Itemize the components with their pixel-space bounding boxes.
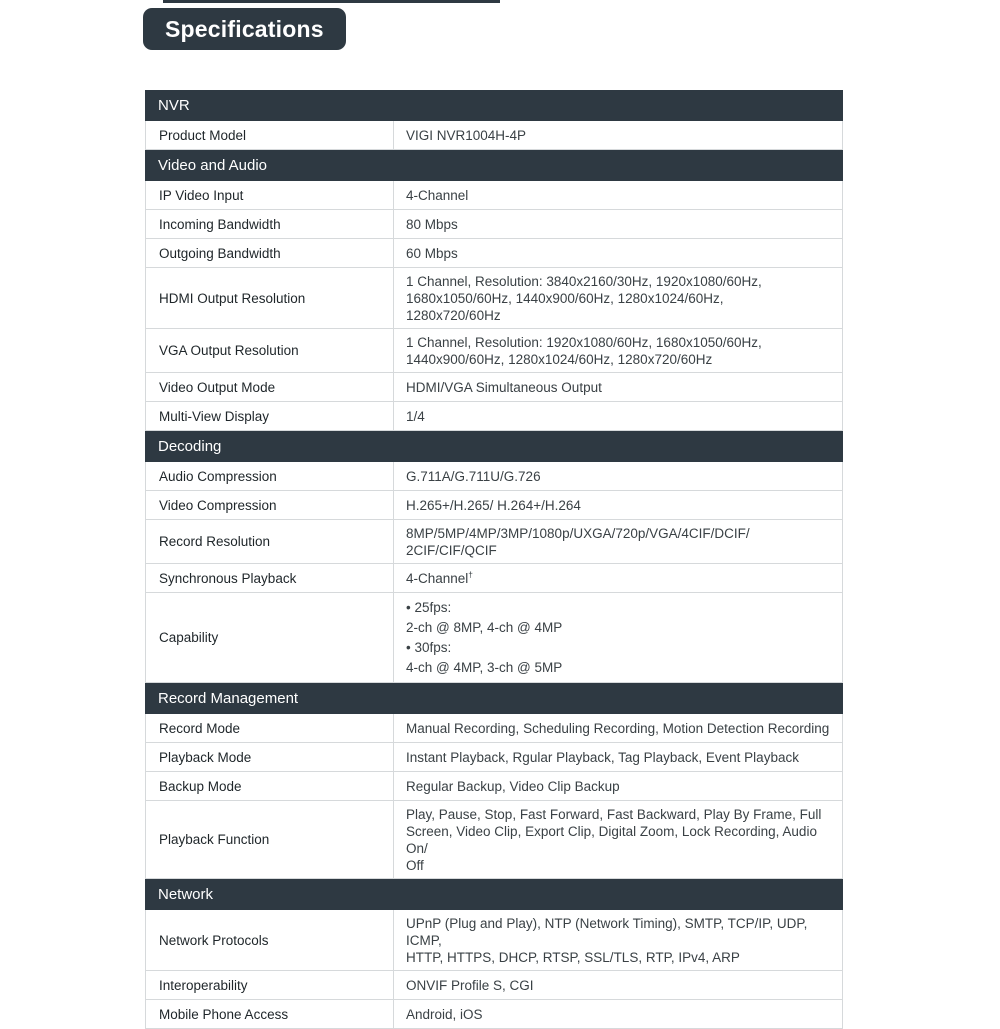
spec-value	[394, 801, 842, 878]
spec-value	[394, 593, 842, 682]
spec-label: Audio Compression	[146, 462, 394, 490]
spec-value	[394, 491, 842, 519]
spec-value	[394, 239, 842, 267]
spec-value	[394, 210, 842, 238]
spec-value-line: Instant Playback, Rgular Playback, Tag Playback, Event Playback	[406, 749, 799, 765]
table-row	[145, 910, 843, 971]
spec-label: Multi-View Display	[146, 402, 394, 430]
section-header-record-management: Record Management	[145, 683, 843, 714]
spec-value-line	[406, 570, 830, 587]
spec-value	[394, 402, 842, 430]
spec-value-line: 60 Mbps	[406, 245, 458, 261]
spec-label: Outgoing Bandwidth	[146, 239, 394, 267]
table-row	[145, 268, 843, 329]
spec-value	[394, 181, 842, 209]
spec-value-line: 8MP/5MP/4MP/3MP/1080p/UXGA/720p/VGA/4CIF/DCIF/	[406, 525, 750, 541]
spec-value	[394, 329, 842, 372]
spec-label: Incoming Bandwidth	[146, 210, 394, 238]
spec-value-line: 2-ch @ 8MP, 4-ch @ 4MP	[406, 619, 563, 635]
spec-value-line: H.265+/H.265/ H.264+/H.264	[406, 497, 581, 513]
cropped-element-edge	[163, 0, 500, 3]
table-row	[145, 462, 843, 491]
section-header-nvr: NVR	[145, 90, 843, 121]
section-header-decoding: Decoding	[145, 431, 843, 462]
spec-value-line: 1 Channel, Resolution: 3840x2160/30Hz, 1920x1080/60Hz,	[406, 273, 762, 289]
spec-value-line: Play, Pause, Stop, Fast Forward, Fast Backward, Play By Frame, Full	[406, 806, 822, 822]
table-row	[145, 971, 843, 1000]
spec-value	[394, 462, 842, 490]
spec-value	[394, 121, 842, 149]
spec-value	[394, 564, 842, 592]
spec-value	[394, 373, 842, 401]
spec-value-line: HDMI/VGA Simultaneous Output	[406, 379, 602, 395]
section-header-network: Network	[145, 879, 843, 910]
table-row	[145, 714, 843, 743]
spec-value	[394, 268, 842, 328]
section-header-video-and-audio: Video and Audio	[145, 150, 843, 181]
spec-label: Capability	[146, 593, 394, 682]
spec-value-line: Regular Backup, Video Clip Backup	[406, 778, 620, 794]
spec-value-line: 1/4	[406, 408, 425, 424]
spec-label: Record Resolution	[146, 520, 394, 563]
spec-label: Video Output Mode	[146, 373, 394, 401]
table-row	[145, 801, 843, 879]
spec-value-line: • 25fps:	[406, 599, 452, 615]
specifications-table	[145, 90, 843, 1029]
table-row	[145, 520, 843, 564]
spec-value-line: 80 Mbps	[406, 216, 458, 232]
table-row	[145, 593, 843, 683]
table-row	[145, 121, 843, 150]
spec-value-line: 1440x900/60Hz, 1280x1024/60Hz, 1280x720/60Hz	[406, 351, 713, 367]
spec-value-line: UPnP (Plug and Play), NTP (Network Timing), SMTP, TCP/IP, UDP, ICMP,	[406, 915, 808, 948]
spec-value-line: • 30fps:	[406, 639, 452, 655]
spec-value-line: HTTP, HTTPS, DHCP, RTSP, SSL/TLS, RTP, IPv4, ARP	[406, 949, 740, 965]
spec-value-line: Off	[406, 857, 424, 873]
table-row	[145, 373, 843, 402]
spec-value	[394, 772, 842, 800]
spec-label: Synchronous Playback	[146, 564, 394, 592]
spec-label: VGA Output Resolution	[146, 329, 394, 372]
spec-value	[394, 743, 842, 771]
spec-label: Playback Function	[146, 801, 394, 878]
spec-value-line: Screen, Video Clip, Export Clip, Digital Zoom, Lock Recording, Audio On/	[406, 823, 817, 856]
spec-value-line: VIGI NVR1004H-4P	[406, 127, 527, 143]
page-title: Specifications	[143, 8, 346, 50]
spec-value-line: 4-ch @ 4MP, 3-ch @ 5MP	[406, 659, 563, 675]
spec-value-line: 1280x720/60Hz	[406, 307, 501, 323]
spec-value-line: 2CIF/CIF/QCIF	[406, 542, 497, 558]
spec-value	[394, 1000, 842, 1028]
spec-label: Backup Mode	[146, 772, 394, 800]
spec-label: Product Model	[146, 121, 394, 149]
spec-label: Network Protocols	[146, 910, 394, 970]
spec-value	[394, 714, 842, 742]
table-row	[145, 210, 843, 239]
spec-value	[394, 520, 842, 563]
spec-value-line: ONVIF Profile S, CGI	[406, 977, 534, 993]
table-row	[145, 743, 843, 772]
spec-value-text: 4-Channel	[406, 570, 469, 586]
spec-value-line: G.711A/G.711U/G.726	[406, 468, 541, 484]
spec-label: Playback Mode	[146, 743, 394, 771]
table-row	[145, 491, 843, 520]
table-row	[145, 239, 843, 268]
spec-value-line: Manual Recording, Scheduling Recording, Motion Detection Recording	[406, 720, 830, 736]
spec-label: Mobile Phone Access	[146, 1000, 394, 1028]
spec-label: Record Mode	[146, 714, 394, 742]
spec-value-line: 4-Channel	[406, 187, 469, 203]
spec-label: Video Compression	[146, 491, 394, 519]
table-row	[145, 181, 843, 210]
spec-label: IP Video Input	[146, 181, 394, 209]
table-row	[145, 772, 843, 801]
spec-label: Interoperability	[146, 971, 394, 999]
table-row	[145, 564, 843, 593]
spec-value-line: 1 Channel, Resolution: 1920x1080/60Hz, 1680x1050/60Hz,	[406, 334, 762, 350]
spec-label: HDMI Output Resolution	[146, 268, 394, 328]
spec-value	[394, 971, 842, 999]
table-row	[145, 402, 843, 431]
spec-value-line: Android, iOS	[406, 1006, 483, 1022]
footnote-marker: †	[468, 569, 474, 579]
table-row	[145, 1000, 843, 1029]
table-row	[145, 329, 843, 373]
spec-value	[394, 910, 842, 970]
spec-value-line: 1680x1050/60Hz, 1440x900/60Hz, 1280x1024/60Hz,	[406, 290, 724, 306]
